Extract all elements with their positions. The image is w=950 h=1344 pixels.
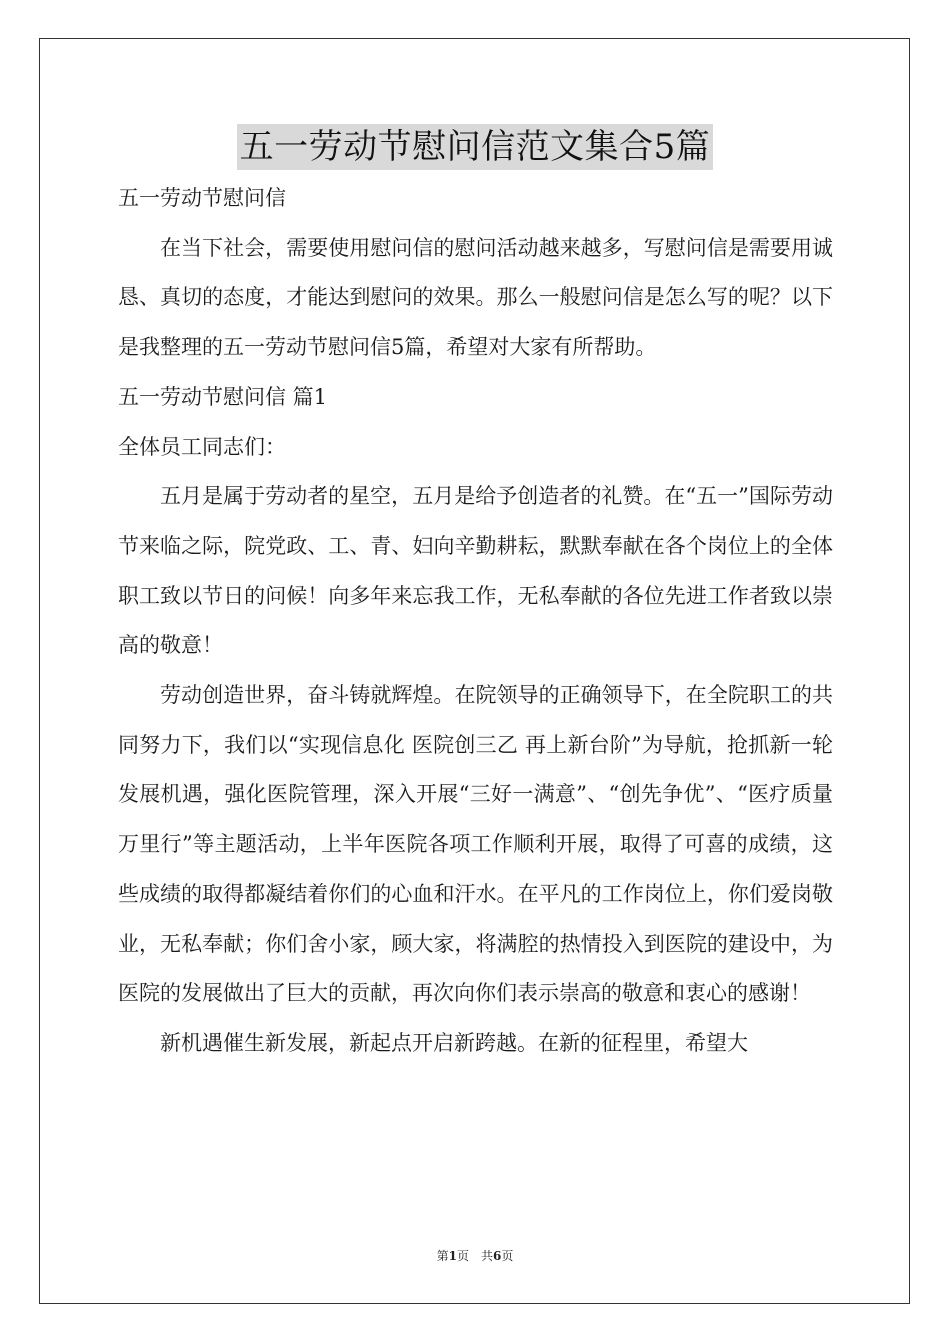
footer-prefix: 第 — [436, 1249, 449, 1263]
title-container — [0, 124, 950, 170]
footer-total-pages: 6 — [493, 1249, 502, 1263]
page-footer — [0, 1247, 950, 1264]
document-body — [118, 174, 833, 1069]
intro-paragraph: 在当下社会，需要使用慰问信的慰问活动越来越多，写慰问信是需要用诚恳、真切的态度，才能达到慰问的效果。那么一般慰问信是怎么写的呢？以下是我整理的五一劳动节慰问信5篇，希望对大家有所帮助。 — [118, 235, 833, 360]
footer-suffix: 页 — [501, 1249, 514, 1263]
footer-middle: 页 共 — [456, 1249, 493, 1263]
body-paragraph: 劳动创造世界，奋斗铸就辉煌。在院领导的正确领导下，在全院职工的共同努力下，我们以“实现信息化 医院创三乙 再上新台阶”为导航，抢抓新一轮发展机遇，强化医院管理，深入开展“三好一满意”、“创先争优”、“医疗质量万里行”等主题活动，上半年医院各项工作顺利开展，取得了可喜的成绩，这些成绩的取得都凝结着你们的心血和汗水。在平凡的工作岗位上，你们爱岗敬业，无私奉献；你们舍小家，顾大家，将满腔的热情投入到医院的建设中，为医院的发展做出了巨大的贡献，再次向你们表示崇高的敬意和衷心的感谢！ — [118, 683, 833, 1006]
salutation: 全体员工同志们： — [118, 434, 286, 459]
section-heading: 五一劳动节慰问信 — [118, 186, 286, 210]
footer-current-page: 1 — [448, 1249, 457, 1263]
body-paragraph: 新机遇催生新发展，新起点开启新跨越。在新的征程里，希望大 — [160, 1030, 748, 1055]
body-paragraph: 五月是属于劳动者的星空，五月是给予创造者的礼赞。在“五一”国际劳动节来临之际，院党政、工、青、妇向辛勤耕耘，默默奉献在各个岗位上的全体职工致以节日的问候！向多年来忘我工作，无私奉献的各位先进工作者致以崇高的敬意！ — [118, 484, 833, 658]
document-title: 五一劳动节慰问信范文集合5篇 — [237, 124, 714, 170]
section-heading-part-1: 五一劳动节慰问信 篇1 — [118, 384, 328, 409]
